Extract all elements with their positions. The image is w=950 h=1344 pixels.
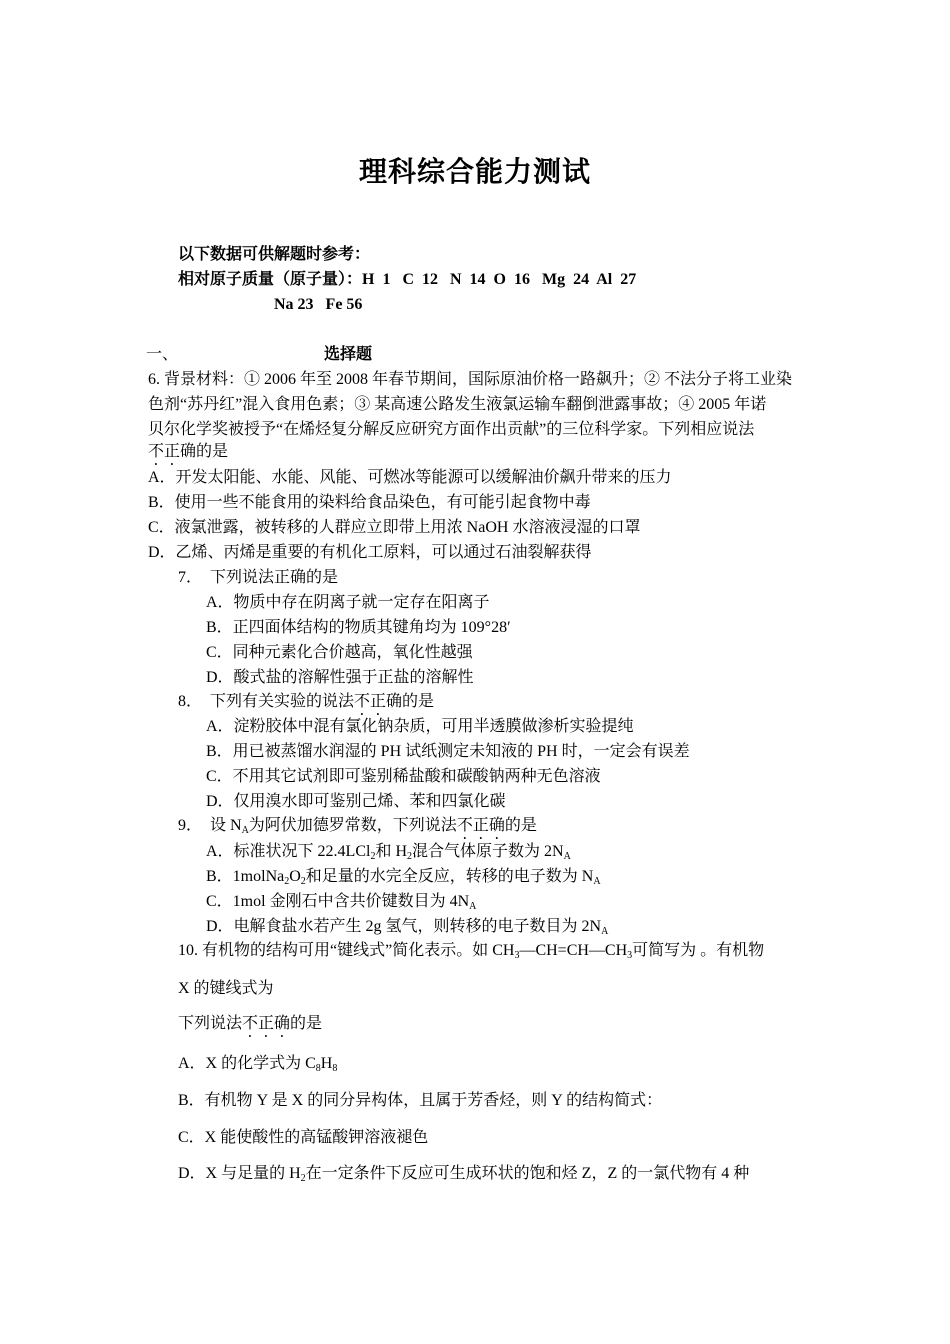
- q10-text-2: —CH=CH—CH: [519, 942, 628, 959]
- q10-a-sub-2: 8: [332, 1063, 338, 1074]
- q6-stem-line-4: [148, 442, 228, 469]
- q8-option-c: C．不用其它试剂即可鉴别稀盐酸和碳酸钠两种无色溶液: [206, 768, 601, 785]
- q10-text-1: 10. 有机物的结构可用“键线式”简化表示。如 CH: [178, 942, 515, 959]
- q6-stem-line-2: 色剂“苏丹红”混入食用色素；③ 某高速公路发生液氯运输车翻倒泄露事故；④ 2005 年诺: [148, 396, 767, 413]
- q9-b-sub-2: 2: [300, 876, 306, 887]
- q9-stem: [178, 816, 537, 843]
- q9-b-sub-1: 2: [284, 876, 290, 887]
- q8-option-b: B．用已被蒸馏水润湿的 PH 试纸测定未知液的 PH 时，一定会有误差: [206, 743, 690, 760]
- q9-b-text-1: B．1molNa: [206, 868, 285, 885]
- q7-option-a: A．物质中存在阴离子就一定存在阳离子: [206, 594, 490, 611]
- q9-a-text-3: 混合气体原子数为 2N: [412, 843, 564, 860]
- q6-stem-line-1: 6. 背景材料：① 2006 年至 2008 年春节期间，国际原油价格一路飙升；② 不法分子将工业染: [148, 371, 793, 388]
- q9-option-a: [206, 842, 571, 862]
- q9-subscript: A: [241, 825, 249, 836]
- q8-option-a: A．淀粉胶体中混有氯化钠杂质，可用半透膜做渗析实验提纯: [206, 718, 634, 735]
- q10-option-a: [178, 1054, 337, 1074]
- q7-option-d: D．酸式盐的溶解性强于正盐的溶解性: [206, 669, 474, 686]
- q9-b-text-3: 和足量的水完全反应，转移的电子数为 N: [305, 868, 594, 885]
- q9-a-sub-3: A: [563, 851, 571, 862]
- q10-sub-1: 3: [514, 950, 520, 961]
- q9-b-text-2: O: [289, 868, 301, 885]
- q8-stem-start: 8． 下列有关实验的说法: [178, 693, 355, 710]
- q6-stem-line-3: 贝尔化学奖被授予“在烯烃复分解反应研究方面作出贡献”的三位科学家。下列相应说法: [148, 421, 755, 438]
- q8-stem-end: 确的是: [386, 693, 435, 710]
- q6-option-c: C．液氯泄露，被转移的人群应立即带上用浓 NaOH 水溶液浸湿的口罩: [148, 519, 641, 536]
- q10-option-c: C．X 能使酸性的高锰酸钾溶液褪色: [178, 1129, 429, 1146]
- page-title: 理科综合能力测试: [358, 157, 591, 188]
- q10-text-3: 可简写为 。有机物: [632, 942, 765, 959]
- q7-stem: 7． 下列说法正确的是: [178, 569, 339, 586]
- q10-stem-line-1: [178, 941, 764, 961]
- q10-d-sub: 2: [300, 1173, 306, 1184]
- q6-option-d: D．乙烯、丙烯是重要的有机化工原料，可以通过石油裂解获得: [148, 544, 592, 561]
- q9-d-text: D．电解食盐水若产生 2g 氢气，则转移的电子数目为 2N: [206, 918, 602, 935]
- q10-a-text-1: A．X 的化学式为 C: [178, 1055, 316, 1072]
- q6-stem-end: 确的是: [180, 443, 229, 460]
- atomic-mass-line-1: 相对原子质量（原子量）：H 1 C 12 N 14 O 16 Mg 24 Al 27: [178, 271, 637, 288]
- q9-option-d: [206, 917, 608, 937]
- q9-a-text-2: 和 H: [375, 843, 408, 860]
- reference-intro: 以下数据可供解题时参考：: [178, 246, 371, 263]
- q8-option-d: D．仅用溴水即可鉴别己烯、苯和四氯化碳: [206, 793, 506, 810]
- q10-stem-line-3: [178, 1014, 322, 1041]
- q9-stem-middle: 为阿伏加德罗常数，下列说法: [248, 817, 457, 834]
- q6-emphasis: 不正: [148, 443, 181, 460]
- section-number: 一、: [146, 346, 179, 363]
- q9-b-sub-3: A: [593, 876, 601, 887]
- q9-stem-start: 9． 设 N: [178, 817, 242, 834]
- q9-a-sub-1: 2: [370, 851, 376, 862]
- q10-stem-start: 下列说法: [178, 1015, 243, 1032]
- q9-a-text-1: A．标准状况下 22.4LCl: [206, 843, 371, 860]
- q9-option-c: [206, 892, 476, 912]
- q6-option-a: A．开发太阳能、水能、风能、可燃冰等能源可以缓解油价飙升带来的压力: [148, 469, 672, 486]
- q10-d-text-1: D．X 与足量的 H: [178, 1165, 301, 1182]
- q10-option-d: [178, 1164, 749, 1184]
- q10-sub-2: 3: [627, 950, 633, 961]
- q7-option-c: C．同种元素化合价越高，氧化性越强: [206, 644, 473, 661]
- q10-option-b: B．有机物 Y 是 X 的同分异构体，且属于芳香烃，则 Y 的结构简式：: [178, 1092, 663, 1109]
- q9-a-sub-2: 2: [407, 851, 413, 862]
- q8-stem: [178, 692, 434, 719]
- q10-a-text-2: H: [320, 1055, 333, 1072]
- atomic-mass-line-2: Na 23 Fe 56: [274, 296, 363, 313]
- q10-d-text-2: 在一定条件下反应可生成环状的饱和烃 Z，Z 的一氯代物有 4 种: [305, 1165, 750, 1182]
- q10-a-sub-1: 8: [315, 1063, 321, 1074]
- q9-option-b: [206, 867, 601, 887]
- q9-emphasis: 不正确: [456, 817, 505, 834]
- q7-option-b: B．正四面体结构的物质其键角均为 109°28′: [206, 619, 511, 636]
- q10-emphasis: 不正确: [242, 1015, 291, 1032]
- q6-option-b: B．使用一些不能食用的染料给食品染色，有可能引起食物中毒: [148, 494, 591, 511]
- q9-d-sub: A: [601, 926, 609, 937]
- q10-stem-line-2: X 的键线式为: [178, 980, 274, 997]
- q9-stem-end: 的是: [504, 817, 537, 834]
- q10-stem-end: 的是: [290, 1015, 323, 1032]
- q9-c-sub: A: [469, 901, 477, 912]
- section-title: 选择题: [324, 346, 373, 363]
- q8-emphasis: 不正: [354, 693, 387, 710]
- q9-c-text: C．1mol 金刚石中含共价键数目为 4N: [206, 893, 470, 910]
